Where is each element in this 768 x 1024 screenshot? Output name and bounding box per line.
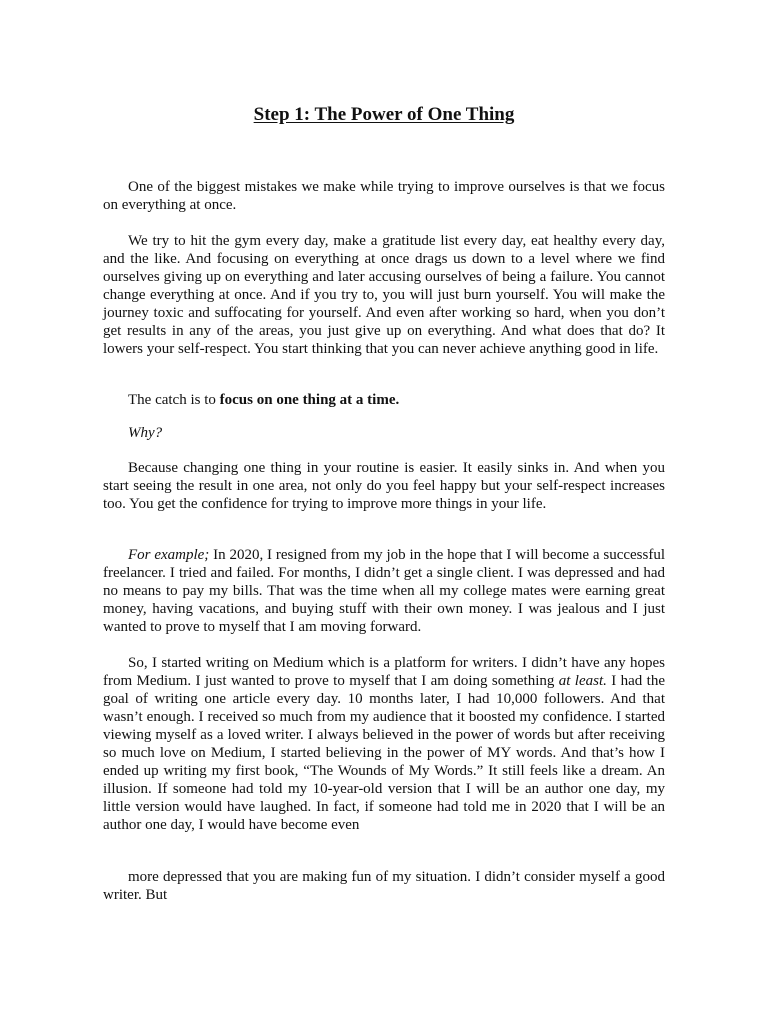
paragraph-5: Because changing one thing in your routine is easier. It easily sinks in. And when you start seeing the result in one area, not only do you feel happy but your self-respect increases too. You get the confidence for trying to improve more things in your life.	[103, 460, 665, 512]
paragraph-6	[103, 546, 665, 636]
paragraph-8: more depressed that you are making fun of my situation. I didn’t consider myself a good writer. But	[103, 869, 665, 903]
paragraph-2: We try to hit the gym every day, make a gratitude list every day, eat healthy every day, and the like. And focusing on everything at once drags us down to a level where we find ourselves giving up on everything and later accusing ourselves of being a failure. You cannot change everything at once. And if you try to, you will just burn yourself. You will make the journey toxic and suffocating for yourself. And even after working so hard, when you don’t get results in any of the areas, you just give up on everything. And what does that do? It lowers your self-respect. You start thinking that you can never achieve anything good in life.	[103, 233, 665, 357]
page-title: Step 1: The Power of One Thing	[253, 104, 515, 125]
paragraph-6-text: In 2020, I resigned from my job in the hope that I will become a successful freelancer. I tried and failed. For months, I didn’t get a single client. I was depressed and had no means to pay my bills. That was the time when all my college mates were earning great money, having vacations, and buying stuff with their own money. I was jealous and I just wanted to prove to myself that I am moving forward.	[103, 547, 665, 635]
paragraph-7	[103, 654, 665, 834]
paragraph-7-lead: So, I started writing on Medium which is a platform for writers. I didn’t have any hopes from Medium. I just wanted to prove to myself that I am doing something	[103, 655, 665, 689]
why-question: Why?	[128, 425, 163, 441]
paragraph-3-emphasis: focus on one thing at a time.	[219, 392, 400, 408]
paragraph-7-emphasis: at least.	[558, 673, 607, 689]
paragraph-4	[103, 424, 665, 442]
paragraph-3-lead: The catch is to	[128, 392, 220, 408]
paragraph-3	[103, 391, 665, 409]
example-lead: For example;	[128, 547, 210, 563]
paragraph-7-text: I had the goal of writing one article every day. 10 months later, I had 10,000 followers. And that wasn’t enough. I received so much from my audience that it boosted my confidence. I started viewing myself as a loved writer. I always believed in the power of words but after receiving so much love on Medium, I started believing in the power of MY words. And that’s how I ended up writing my first book, “The Wounds of My Words.” It still feels like a dream. An illusion. If someone had told my 10-year-old version that I will be an author one day, my little version would have laughed. In fact, if someone had told me in 2020 that I will be an author one day, I would have become even	[103, 673, 665, 833]
paragraph-1: One of the biggest mistakes we make while trying to improve ourselves is that we focus on everything at once.	[103, 179, 665, 213]
